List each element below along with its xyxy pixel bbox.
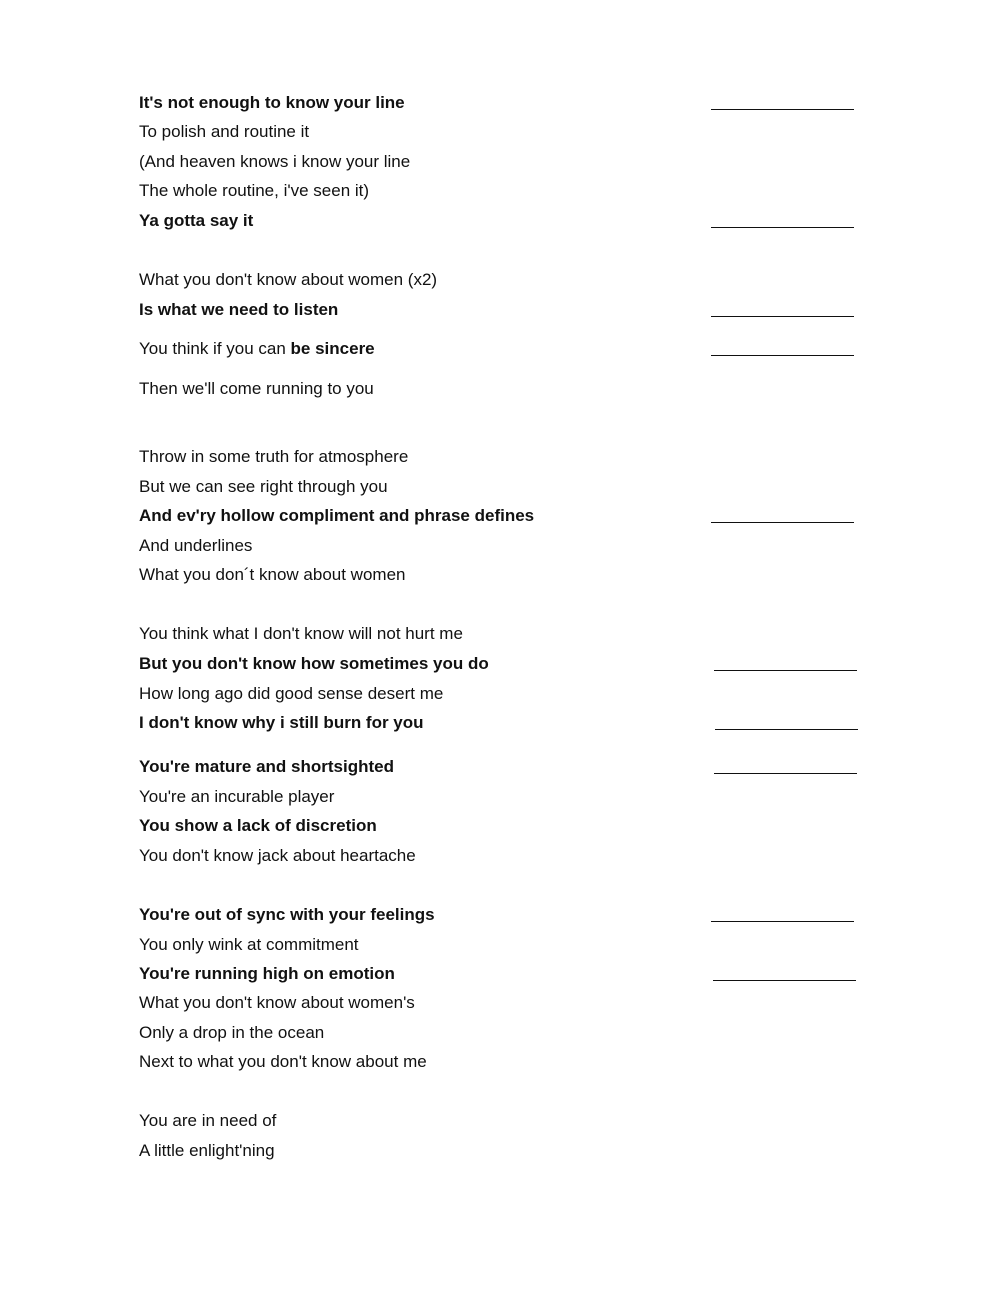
answer-blank-5[interactable] xyxy=(711,522,854,523)
answer-blank-10[interactable] xyxy=(713,980,856,981)
lyric-line-13: And underlines xyxy=(139,536,253,555)
lyric-line-29: You are in need of xyxy=(139,1111,277,1130)
lyric-line-30: A little enlight'ning xyxy=(139,1141,275,1160)
answer-blank-3[interactable] xyxy=(711,316,854,317)
answer-blank-1[interactable] xyxy=(711,109,854,110)
answer-blank-4[interactable] xyxy=(711,355,854,356)
lyric-line-14: What you don´t know about women xyxy=(139,565,406,584)
lyric-line-26: What you don't know about women's xyxy=(139,993,415,1012)
lyric-line-8-prefix: You think if you can xyxy=(139,339,291,358)
lyric-line-15: You think what I don't know will not hurt me xyxy=(139,624,463,643)
answer-blank-2[interactable] xyxy=(711,227,854,228)
lyric-line-17: How long ago did good sense desert me xyxy=(139,684,444,703)
lyric-line-12: And ev'ry hollow compliment and phrase defines xyxy=(139,506,535,525)
lyric-line-10: Throw in some truth for atmosphere xyxy=(139,447,409,466)
lyric-line-7: Is what we need to listen xyxy=(139,300,339,319)
lyric-line-8 xyxy=(139,339,375,359)
lyric-line-9: Then we'll come running to you xyxy=(139,379,374,398)
lyric-line-23: You're out of sync with your feelings xyxy=(139,905,435,924)
lyric-line-24: You only wink at commitment xyxy=(139,935,359,954)
lyric-line-21: You show a lack of discretion xyxy=(139,816,377,835)
lyric-line-25: You're running high on emotion xyxy=(139,964,395,983)
lyric-line-20: You're an incurable player xyxy=(139,787,335,806)
lyric-line-6: What you don't know about women (x2) xyxy=(139,270,438,289)
lyric-line-11: But we can see right through you xyxy=(139,477,388,496)
lyric-line-4: The whole routine, i've seen it) xyxy=(139,181,370,200)
lyric-line-5: Ya gotta say it xyxy=(139,211,254,230)
lyric-line-18: I don't know why i still burn for you xyxy=(139,713,424,732)
lyric-line-3: (And heaven knows i know your line xyxy=(139,152,411,171)
answer-blank-9[interactable] xyxy=(711,921,854,922)
lyric-line-28: Next to what you don't know about me xyxy=(139,1052,427,1071)
lyric-line-1: It's not enough to know your line xyxy=(139,93,405,112)
answer-blank-7[interactable] xyxy=(715,729,858,730)
lyric-line-19: You're mature and shortsighted xyxy=(139,757,394,776)
lyric-line-27: Only a drop in the ocean xyxy=(139,1023,325,1042)
answer-blank-6[interactable] xyxy=(714,670,857,671)
lyric-line-22: You don't know jack about heartache xyxy=(139,846,416,865)
lyric-line-2: To polish and routine it xyxy=(139,122,310,141)
lyric-line-16: But you don't know how sometimes you do xyxy=(139,654,489,673)
lyric-line-8-bold: be sincere xyxy=(290,339,375,358)
answer-blank-8[interactable] xyxy=(714,773,857,774)
